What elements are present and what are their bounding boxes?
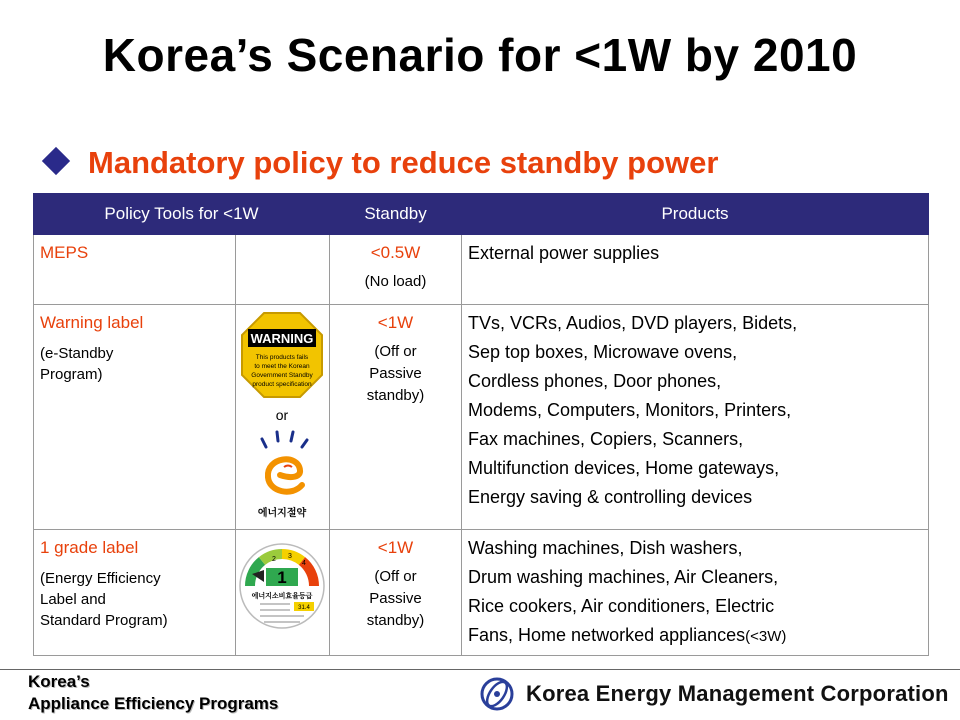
tool-name: 1 grade label xyxy=(40,538,139,557)
products-line: Rice cookers, Air conditioners, Electric xyxy=(468,596,775,616)
table-row xyxy=(34,305,929,530)
footer-line-2: Appliance Efficiency Programs xyxy=(28,694,279,713)
diamond-bullet-icon xyxy=(42,147,70,175)
warning-text-line: product specification xyxy=(252,381,312,388)
grade-scale-label: 3 xyxy=(288,553,292,560)
energy-saving-logo-icon xyxy=(256,432,308,519)
standby-value: <1W xyxy=(377,313,414,332)
tool-cell xyxy=(34,305,236,530)
products-line: Modems, Computers, Monitors, Printers, xyxy=(468,400,792,420)
warning-heading: WARNING xyxy=(250,331,314,346)
standby-cell xyxy=(330,235,462,305)
products-line: Sep top boxes, Microwave ovens, xyxy=(468,342,738,362)
products-suffix: (<3W) xyxy=(745,628,787,645)
slide-subtitle-row xyxy=(46,145,718,181)
footer-organization xyxy=(480,676,949,712)
table-header-row xyxy=(34,194,929,235)
or-text: or xyxy=(275,407,289,423)
warning-text-line: Government Standby xyxy=(251,372,313,379)
footer-program-name xyxy=(28,671,278,715)
grade-value: 31.4 xyxy=(298,605,310,611)
tool-note-line: Program) xyxy=(40,366,103,383)
standby-note: (No load) xyxy=(364,273,427,290)
standby-cell xyxy=(330,530,462,656)
products-line: Multifunction devices, Home gateways, xyxy=(468,458,780,478)
header-products: Products xyxy=(462,194,929,235)
products-line: Drum washing machines, Air Cleaners, xyxy=(468,567,779,587)
standby-note-line: standby) xyxy=(366,387,425,404)
table-row xyxy=(34,235,929,305)
header-standby: Standby xyxy=(330,194,462,235)
organization-name: Korea Energy Management Corporation xyxy=(526,681,949,706)
products-line: Cordless phones, Door phones, xyxy=(468,371,722,391)
footer-line-1: Korea’s xyxy=(28,672,90,691)
tool-note-line: Label and xyxy=(40,591,106,608)
image-cell xyxy=(236,305,330,530)
tool-cell xyxy=(34,235,236,305)
tool-name: MEPS xyxy=(40,243,89,262)
footer-divider xyxy=(0,669,960,670)
tool-note-line: (e-Standby xyxy=(40,345,114,362)
grade-number: 1 xyxy=(277,568,287,587)
tool-cell xyxy=(34,530,236,656)
slide-title: Korea’s Scenario for <1W by 2010 xyxy=(102,29,858,81)
products-line-text: Fans, Home networked appliances xyxy=(468,625,746,645)
products-line: Fax machines, Copiers, Scanners, xyxy=(468,429,744,449)
warning-text-line: This products fails xyxy=(255,354,309,361)
grade-scale-label: 2 xyxy=(272,556,276,563)
grade-caption: 에너지소비효율등급 xyxy=(251,592,313,600)
standby-note xyxy=(336,341,455,407)
slide-subtitle: Mandatory policy to reduce standby power xyxy=(88,145,719,180)
tool-note-line: (Energy Efficiency xyxy=(40,570,161,587)
products-line: Energy saving & controlling devices xyxy=(468,487,753,507)
grade-scale-label: 4 xyxy=(302,560,306,567)
table-row xyxy=(34,530,929,656)
tool-name: Warning label xyxy=(40,313,144,332)
standby-value: <1W xyxy=(377,538,414,557)
header-policy-tools: Policy Tools for <1W xyxy=(34,194,330,235)
standby-note-line: Passive xyxy=(369,365,422,382)
tool-note-line: Standard Program) xyxy=(40,612,168,629)
kemco-logo-icon xyxy=(480,677,514,711)
products-line xyxy=(468,621,922,651)
standby-note-line: (Off or xyxy=(374,568,417,585)
tool-note xyxy=(40,568,229,631)
warning-label-image xyxy=(236,307,328,525)
products-line: Washing machines, Dish washers, xyxy=(468,538,743,558)
standby-note-line: standby) xyxy=(366,612,425,629)
standby-value: <0.5W xyxy=(370,243,421,262)
warning-text-line: to meet the Korean xyxy=(254,363,310,370)
image-cell xyxy=(236,235,330,305)
standby-cell xyxy=(330,305,462,530)
standby-note-line: (Off or xyxy=(374,343,417,360)
standby-note-line: Passive xyxy=(369,590,422,607)
image-cell xyxy=(236,530,330,656)
products-cell xyxy=(462,305,929,530)
energy-logo-text: 에너지절약 xyxy=(257,508,307,519)
policy-table xyxy=(33,193,929,656)
products-cell xyxy=(462,530,929,656)
standby-note xyxy=(336,566,455,632)
products-line: External power supplies xyxy=(468,243,660,263)
products-line: TVs, VCRs, Audios, DVD players, Bidets, xyxy=(468,313,798,333)
tool-note xyxy=(40,343,229,385)
grade-label-image xyxy=(236,532,328,644)
products-cell xyxy=(462,235,929,305)
